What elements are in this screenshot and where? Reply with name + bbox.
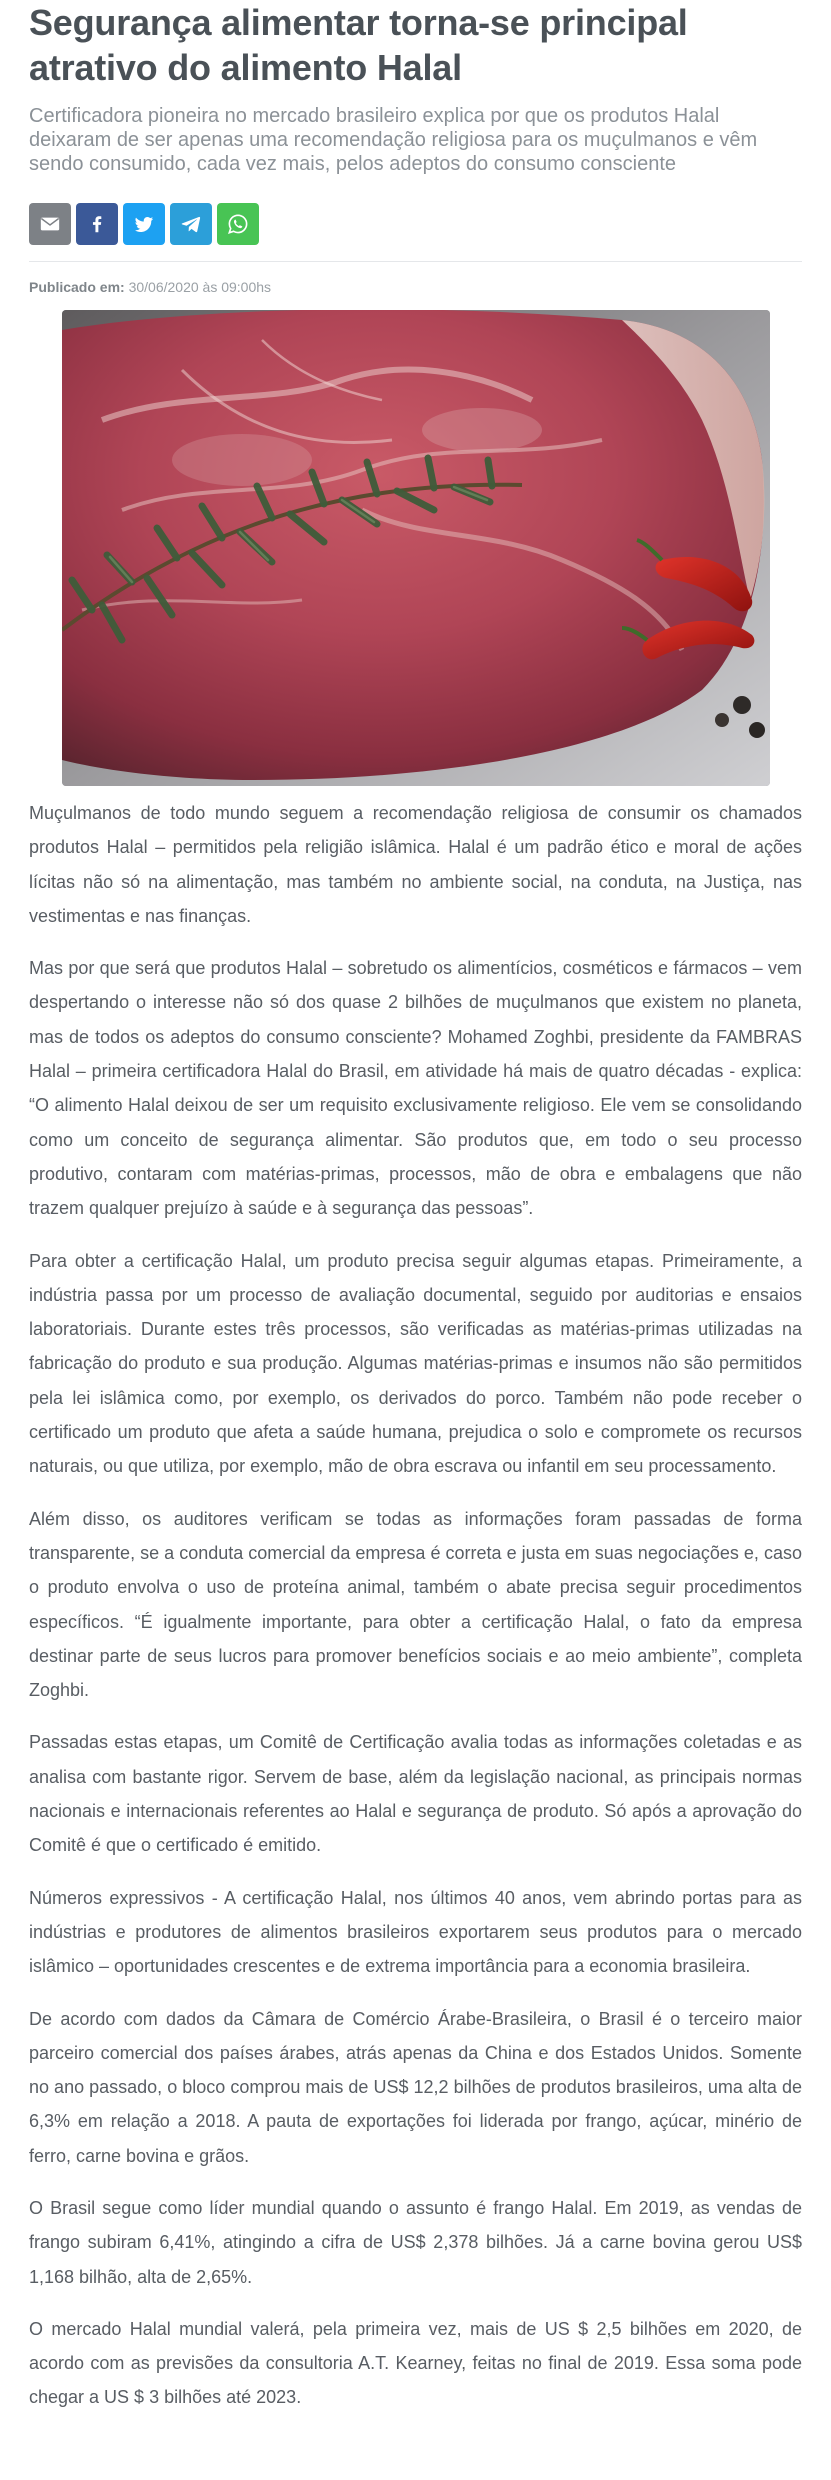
article-body <box>29 796 802 2415</box>
share-bar <box>29 203 802 245</box>
article-paragraph: Números expressivos - A certificação Halal, nos últimos 40 anos, vem abrindo portas para as indústrias e produtores de alimentos brasileiros exportarem seus produtos para o mercado islâmico – oportunidades crescentes e de extrema importância para a economia brasileira. <box>29 1887 802 1977</box>
twitter-icon <box>133 213 155 235</box>
telegram-icon <box>180 213 202 235</box>
article-title: Segurança alimentar torna-se principal atrativo do alimento Halal <box>29 2 688 88</box>
article-paragraph: De acordo com dados da Câmara de Comércio Árabe-Brasileira, o Brasil é o terceiro maior parceiro comercial dos países árabes, atrás apenas da China e dos Estados Unidos. Somente no ano passado, o bloco comprou mais de US$ 12,2 bilhões de produtos brasileiros, uma alta de 6,3% em relação a 2018. A pauta de exportações foi liderada por frango, açúcar, minério de ferro, carne bovina e grãos. <box>29 2008 802 2166</box>
published-info <box>29 278 802 296</box>
article-paragraph: O Brasil segue como líder mundial quando o assunto é frango Halal. Em 2019, as vendas de frango subiram 6,41%, atingindo a cifra de US$ 2,378 bilhões. Já a carne bovina gerou US$ 1,168 bilhão, alta de 2,65%. <box>29 2197 802 2287</box>
share-facebook-button[interactable] <box>76 203 118 245</box>
share-twitter-button[interactable] <box>123 203 165 245</box>
article-paragraph: Além disso, os auditores verificam se todas as informações foram passadas de forma transparente, se a conduta comercial da empresa é correta e justa em suas negociações e, caso o produto envolva o uso de proteína animal, também o abate precisa seguir procedimentos específicos. “É igualmente importante, para obter a certificação Halal, o fato da empresa destinar parte de seus lucros para promover benefícios sociais e ao meio ambiente”, completa Zoghbi. <box>29 1508 802 1701</box>
article-paragraph: Mas por que será que produtos Halal – sobretudo os alimentícios, cosméticos e fármacos – vem despertando o interesse não só dos quase 2 bilhões de muçulmanos que existem no planeta, mas de todos os adeptos do consumo consciente? Mohamed Zoghbi, presidente da FAMBRAS Halal – primeira certificadora Halal do Brasil, em atividade há mais de quatro décadas - explica: “O alimento Halal deixou de ser um requisito exclusivamente religioso. Ele vem se consolidando como um conceito de segurança alimentar. São produtos que, em todo o seu processo produtivo, contaram com matérias-primas, processos, mão de obra e embalagens que não trazem qualquer prejuízo à saúde e à segurança das pessoas”. <box>29 958 802 1219</box>
article-paragraph: Passadas estas etapas, um Comitê de Certificação avalia todas as informações coletadas e as analisa com bastante rigor. Servem de base, além da legislação nacional, as principais normas nacionais e internacionais referentes ao Halal e segurança de produto. Só após a aprovação do Comitê é que o certificado é emitido. <box>29 1732 802 1856</box>
article-subtitle: Certificadora pioneira no mercado brasileiro explica por que os produtos Halal deixaram de ser apenas uma recomendação religiosa para os muçulmanos e vêm sendo consumido, cada vez mais, pelos adeptos do consumo consciente <box>29 105 758 175</box>
facebook-icon <box>86 213 108 235</box>
header-divider <box>29 261 802 262</box>
published-label: Publicado em: <box>29 279 125 295</box>
share-whatsapp-button[interactable] <box>217 203 259 245</box>
whatsapp-icon <box>227 213 249 235</box>
article-paragraph: Muçulmanos de todo mundo seguem a recomendação religiosa de consumir os chamados produtos Halal – permitidos pela religião islâmica. Halal é um padrão ético e moral de ações lícitas não só na alimentação, mas também no ambiente social, na conduta, na Justiça, nas vestimentas e nas finanças. <box>29 803 802 926</box>
share-email-button[interactable] <box>29 203 71 245</box>
envelope-icon <box>39 213 61 235</box>
published-date: 30/06/2020 às 09:00hs <box>128 279 272 295</box>
share-telegram-button[interactable] <box>170 203 212 245</box>
article-hero-image <box>62 310 770 786</box>
meat-photo <box>62 310 770 786</box>
article-paragraph: O mercado Halal mundial valerá, pela primeira vez, mais de US $ 2,5 bilhões em 2020, de acordo com as previsões da consultoria A.T. Kearney, feitas no final de 2019. Essa soma pode chegar a US $ 3 bilhões até 2023. <box>29 2318 802 2408</box>
article-paragraph: Para obter a certificação Halal, um produto precisa seguir algumas etapas. Primeiramente, a indústria passa por um processo de avaliação documental, seguido por auditorias e ensaios laboratoriais. Durante estes três processos, são verificadas as matérias-primas utilizadas na fabricação do produto e sua produção. Algumas matérias-primas e insumos não são permitidos pela lei islâmica como, por exemplo, os derivados do porco. Também não pode receber o certificado um produto que afeta a saúde humana, prejudica o solo e compromete os recursos naturais, ou que utiliza, por exemplo, mão de obra escrava ou infantil em seu processamento. <box>29 1250 802 1477</box>
